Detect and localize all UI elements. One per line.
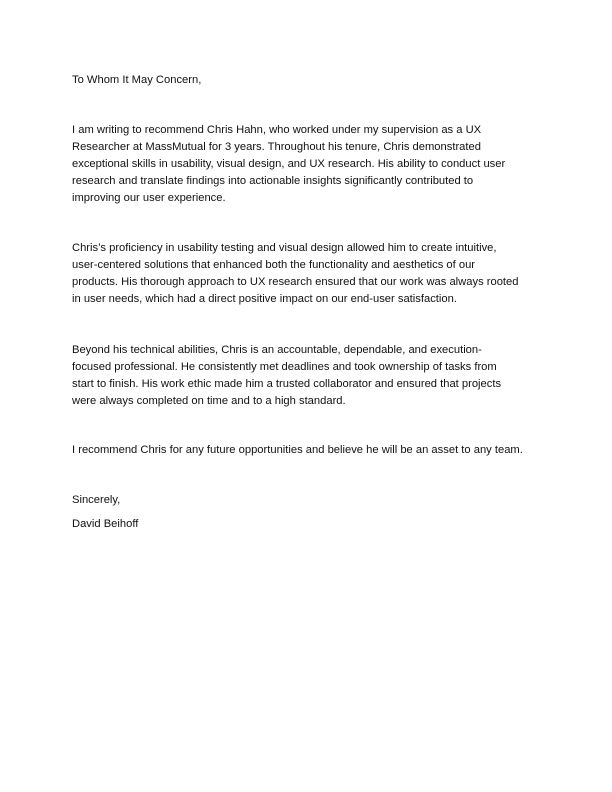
paragraph-line: Beyond his technical abilities, Chris is an accountable, dependable, and execution-	[72, 344, 482, 356]
closing-text: Sincerely,	[72, 494, 121, 506]
salutation	[72, 72, 552, 89]
paragraph-line: in user needs, which had a direct positive impact on our end-user satisfaction.	[72, 293, 457, 305]
signer-name-text: David Beihoff	[72, 518, 139, 530]
paragraph-line: improving our user experience.	[72, 192, 226, 204]
closing	[72, 492, 552, 509]
salutation-text: To Whom It May Concern,	[72, 74, 202, 86]
paragraph-line: I recommend Chris for any future opportunities and believe he will be an asset to any team.	[72, 444, 523, 456]
signer-name	[72, 516, 552, 533]
paragraph-line: were always completed on time and to a high standard.	[72, 395, 346, 407]
paragraph-work-ethic	[72, 342, 552, 410]
paragraph-line: focused professional. He consistently met deadlines and took ownership of tasks from	[72, 361, 497, 373]
paragraph-line: I am writing to recommend Chris Hahn, who worked under my supervision as a UX	[72, 124, 482, 136]
paragraph-line: exceptional skills in usability, visual design, and UX research. His ability to conduct user	[72, 158, 506, 170]
paragraph-recommendation-intro	[72, 122, 552, 207]
paragraph-line: research and translate findings into actionable insights significantly contributed to	[72, 175, 474, 187]
paragraph-line: Researcher at MassMutual for 3 years. Throughout his tenure, Chris demonstrated	[72, 141, 481, 153]
paragraph-line: user-centered solutions that enhanced both the functionality and aesthetics of our	[72, 259, 476, 271]
paragraph-line: products. His thorough approach to UX research ensured that our work was always rooted	[72, 276, 519, 288]
paragraph-skills	[72, 240, 552, 308]
paragraph-line: Chris’s proficiency in usability testing and visual design allowed him to create intuitive,	[72, 242, 497, 254]
paragraph-line: start to finish. His work ethic made him a trusted collaborator and ensured that projects	[72, 378, 502, 390]
paragraph-conclusion	[72, 442, 552, 459]
